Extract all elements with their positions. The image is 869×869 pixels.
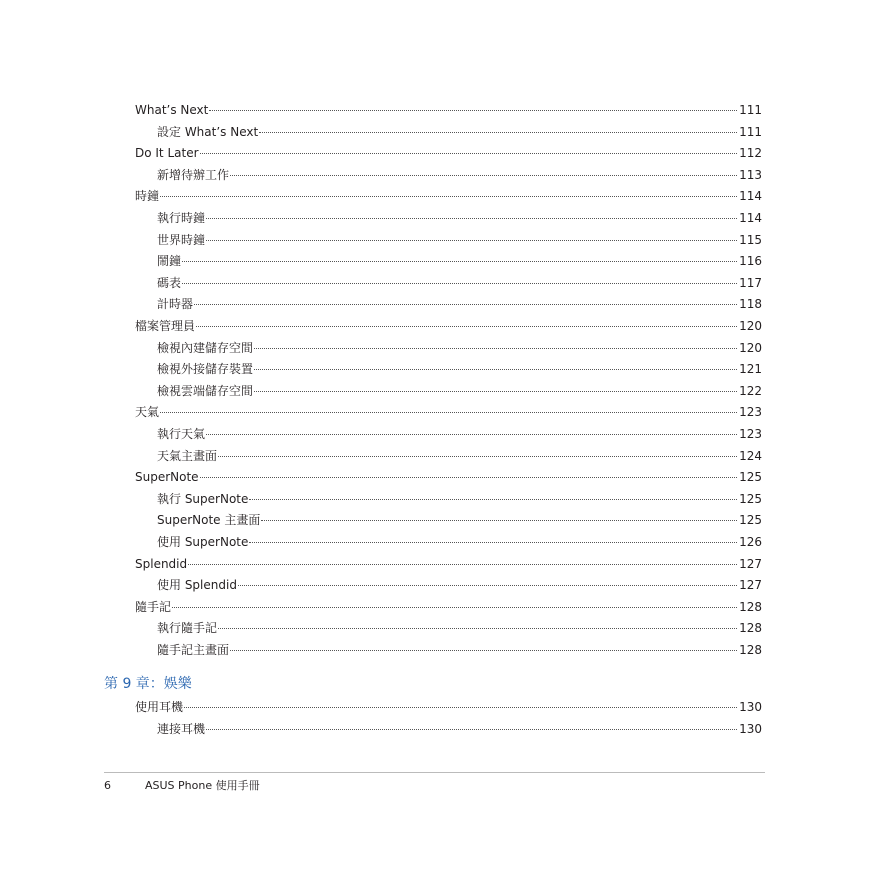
dot-leader bbox=[200, 476, 738, 478]
toc-entry-page: 126 bbox=[739, 535, 762, 549]
toc-entry[interactable] bbox=[157, 490, 762, 508]
toc-entry-page: 125 bbox=[739, 470, 762, 485]
toc-entry[interactable] bbox=[135, 187, 762, 205]
toc-entry-title: 連接耳機 bbox=[157, 721, 206, 736]
toc-entry-page: 116 bbox=[739, 254, 762, 269]
toc-entry-title: 天氣主畫面 bbox=[157, 448, 218, 463]
dot-leader bbox=[182, 282, 737, 284]
toc-entry[interactable] bbox=[157, 252, 762, 270]
toc-entry-page: 113 bbox=[739, 167, 762, 182]
toc-entry-title: 執行 SuperNote bbox=[157, 491, 249, 506]
dot-leader bbox=[261, 519, 737, 521]
toc-entry-page: 128 bbox=[739, 621, 762, 636]
toc-entry[interactable] bbox=[157, 619, 762, 637]
dot-leader bbox=[206, 217, 737, 219]
toc-entry[interactable] bbox=[157, 360, 762, 378]
toc-entry[interactable] bbox=[157, 447, 762, 465]
toc-entry-page: 112 bbox=[739, 146, 762, 161]
toc-entry-title: 檔案管理員 bbox=[135, 319, 196, 333]
toc-entry[interactable] bbox=[135, 468, 762, 486]
toc-entry-title: 執行隨手記 bbox=[157, 621, 218, 636]
toc-entry-title: 使用 SuperNote bbox=[157, 535, 249, 549]
dot-leader bbox=[254, 390, 737, 392]
toc-entry-title: 檢視內建儲存空間 bbox=[157, 340, 254, 355]
dot-leader bbox=[184, 706, 737, 708]
toc-entry-page: 124 bbox=[739, 448, 762, 463]
toc-entry-title: What’s Next bbox=[135, 103, 209, 117]
dot-leader bbox=[160, 195, 737, 197]
dot-leader bbox=[196, 325, 737, 327]
toc-entry[interactable] bbox=[157, 533, 762, 551]
toc-entry[interactable] bbox=[135, 403, 762, 421]
dot-leader bbox=[238, 584, 737, 586]
toc-entry[interactable] bbox=[135, 317, 762, 335]
toc-entry-page: 127 bbox=[739, 556, 762, 571]
toc-entry[interactable] bbox=[157, 382, 762, 400]
toc-entry-title: 計時器 bbox=[157, 297, 194, 312]
toc-entry-page: 128 bbox=[739, 643, 762, 657]
toc-entry[interactable] bbox=[157, 209, 762, 227]
toc-entry-page: 117 bbox=[739, 275, 762, 290]
toc-entry-title: 世界時鐘 bbox=[157, 232, 206, 247]
dot-leader bbox=[230, 649, 737, 651]
toc-entry-title: 使用 Splendid bbox=[157, 578, 237, 593]
toc-entry-title: Splendid bbox=[135, 556, 188, 571]
toc-entry-title: 時鐘 bbox=[135, 189, 160, 204]
dot-leader bbox=[200, 152, 738, 154]
toc-entry[interactable] bbox=[157, 295, 762, 313]
toc-entry-title: 新增待辦工作 bbox=[157, 167, 230, 182]
footer-title: ASUS Phone 使用手冊 bbox=[145, 779, 260, 792]
toc-entry[interactable] bbox=[157, 641, 762, 659]
toc-entry-title: 執行天氣 bbox=[157, 427, 206, 441]
dot-leader bbox=[188, 563, 737, 565]
dot-leader bbox=[182, 260, 737, 262]
toc-entry[interactable] bbox=[157, 231, 762, 249]
toc-entry[interactable] bbox=[157, 123, 762, 141]
dot-leader bbox=[218, 627, 737, 629]
toc-entry-page: 130 bbox=[739, 700, 762, 714]
toc-entry-title: 使用耳機 bbox=[135, 700, 184, 714]
toc-entry[interactable] bbox=[157, 425, 762, 443]
toc-entry-title: 檢視外接儲存裝置 bbox=[157, 362, 254, 377]
toc-entry-title: 天氣 bbox=[135, 405, 160, 420]
dot-leader bbox=[206, 239, 737, 241]
toc-entry[interactable] bbox=[157, 576, 762, 594]
toc-entry-page: 125 bbox=[739, 491, 762, 506]
toc-entry-page: 115 bbox=[739, 232, 762, 247]
dot-leader bbox=[194, 303, 737, 305]
toc-entry-page: 111 bbox=[739, 103, 762, 117]
toc-entry-title: SuperNote bbox=[135, 470, 199, 485]
toc-entry-page: 123 bbox=[739, 427, 762, 441]
dot-leader bbox=[160, 411, 737, 413]
toc-entry-title: 檢視雲端儲存空間 bbox=[157, 383, 254, 398]
dot-leader bbox=[249, 541, 737, 543]
toc-entry-title: 隨手記 bbox=[135, 599, 172, 614]
toc-entry-title: SuperNote 主畫面 bbox=[157, 513, 261, 528]
toc-entry-page: 128 bbox=[739, 599, 762, 614]
dot-leader bbox=[254, 347, 737, 349]
toc-entry[interactable] bbox=[157, 274, 762, 292]
dot-leader bbox=[206, 728, 737, 730]
toc-entry-title: Do It Later bbox=[135, 146, 199, 161]
toc-entry-page: 130 bbox=[739, 721, 762, 736]
dot-leader bbox=[206, 433, 737, 435]
toc-entry-title: 碼表 bbox=[157, 275, 182, 290]
dot-leader bbox=[209, 109, 737, 111]
toc-entry-page: 118 bbox=[739, 297, 762, 312]
toc-entry[interactable] bbox=[135, 698, 762, 716]
toc-entry-title: 鬧鐘 bbox=[157, 254, 182, 269]
toc-entry[interactable] bbox=[157, 511, 762, 529]
toc-entry-page: 111 bbox=[739, 124, 762, 139]
toc-entry-page: 120 bbox=[739, 319, 762, 333]
toc-entry[interactable] bbox=[135, 144, 762, 162]
dot-leader bbox=[218, 455, 737, 457]
chapter-heading: 第 9 章：娛樂 bbox=[104, 676, 192, 692]
toc-entry[interactable] bbox=[157, 166, 762, 184]
toc-entry-page: 114 bbox=[739, 189, 762, 204]
toc-entry-page: 122 bbox=[739, 383, 762, 398]
toc-entry[interactable] bbox=[157, 339, 762, 357]
toc-entry-page: 125 bbox=[739, 513, 762, 528]
dot-leader bbox=[249, 498, 737, 500]
toc-entry[interactable] bbox=[135, 555, 762, 573]
toc-entry[interactable] bbox=[135, 598, 762, 616]
toc-entry-page: 120 bbox=[739, 340, 762, 355]
toc-entry-page: 114 bbox=[739, 211, 762, 225]
dot-leader bbox=[254, 368, 737, 370]
toc-entry-title: 執行時鐘 bbox=[157, 211, 206, 225]
toc-entry-title: 隨手記主畫面 bbox=[157, 643, 230, 657]
footer-divider bbox=[104, 772, 765, 773]
toc-entry-page: 121 bbox=[739, 362, 762, 377]
dot-leader bbox=[259, 131, 737, 133]
toc-entry-title: 設定 What’s Next bbox=[157, 124, 259, 139]
toc-entry-page: 123 bbox=[739, 405, 762, 420]
toc-entry[interactable] bbox=[157, 720, 762, 738]
toc-entry[interactable] bbox=[135, 101, 762, 119]
footer-page-number: 6 bbox=[104, 779, 111, 792]
dot-leader bbox=[230, 174, 737, 176]
toc-entry-page: 127 bbox=[739, 578, 762, 593]
dot-leader bbox=[172, 606, 737, 608]
